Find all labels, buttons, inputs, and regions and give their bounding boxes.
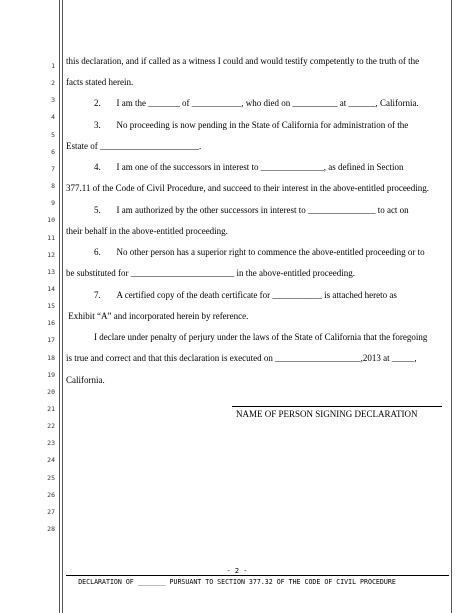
line-number: 1	[51, 62, 55, 70]
line-number: 18	[47, 353, 55, 362]
text-line: Exhibit “A” and incorporated herein by reference.	[66, 311, 249, 321]
paragraph-7: 7. A certified copy of the death certificate for ___________ is attached hereto as	[94, 290, 397, 300]
paragraph-4: 4. I am one of the successors in interest to ______________, as defined in Section	[94, 162, 404, 172]
line-number: 28	[47, 525, 55, 534]
line-number: 12	[47, 250, 55, 259]
signature-line	[232, 406, 442, 407]
text-line: facts stated herein.	[66, 77, 134, 87]
right-margin-rule	[451, 0, 452, 613]
line-number: 8	[51, 182, 55, 191]
line-number: 2	[51, 79, 55, 88]
declaration-statement: I declare under penalty of perjury under the laws of the State of California that the foregoing	[94, 332, 428, 342]
line-number: 9	[51, 199, 55, 208]
line-number: 27	[47, 507, 55, 516]
line-number: 3	[51, 96, 55, 105]
line-number: 5	[51, 130, 55, 139]
text-line: this declaration, and if called as a witness I could and would testify competently to the truth of the	[66, 56, 420, 66]
text-line: 377.11 of the Code of Civil Procedure, and succeed to their interest in the above-entitled proceeding.	[66, 183, 430, 193]
line-number: 21	[47, 405, 55, 413]
text-line: Estate of ______________________.	[66, 141, 202, 151]
text-line: be substituted for _______________________ in the above-entitled proceeding.	[66, 268, 355, 278]
left-margin-rule	[59, 0, 60, 613]
line-number: 13	[47, 267, 55, 276]
line-number: 16	[47, 319, 55, 328]
text-line: California.	[66, 375, 105, 385]
footer-rule	[66, 575, 449, 576]
text-line: their behalf in the above-entitled proceeding.	[66, 226, 228, 236]
line-number: 14	[47, 284, 55, 293]
line-number: 26	[47, 490, 55, 499]
line-number: 19	[47, 370, 55, 379]
paragraph-2: 2. I am the _______ of ___________, who died on __________ at ______, California.	[94, 98, 419, 108]
signature-label: NAME OF PERSON SIGNING DECLARATION	[236, 409, 418, 419]
paragraph-5: 5. I am authorized by the other successors in interest to _______________ to act on	[94, 205, 409, 215]
line-number: 6	[51, 147, 55, 156]
line-number: 10	[47, 216, 55, 225]
line-number: 7	[51, 164, 55, 173]
line-number: 11	[47, 233, 55, 242]
text-line: is true and correct and that this declaration is executed on ___________________,2013 at _____,	[66, 353, 417, 363]
line-number: 24	[47, 456, 55, 465]
line-number: 15	[47, 302, 55, 311]
line-number: 20	[47, 387, 55, 396]
footer-caption: DECLARATION OF _______ PURSUANT TO SECTION 377.32 OF THE CODE OF CIVIL PROCEDURE	[78, 578, 396, 586]
page-number: - 2 -	[226, 567, 248, 575]
line-number: 22	[47, 422, 55, 431]
paragraph-6: 6. No other person has a superior right to commence the above-entitled proceeding or to	[94, 247, 425, 257]
line-number: 23	[47, 439, 55, 448]
paragraph-3: 3. No proceeding is now pending in the State of California for administration of the	[94, 120, 409, 130]
line-number: 17	[47, 336, 55, 345]
left-margin-rule-inner	[62, 0, 63, 613]
line-number: 4	[51, 113, 55, 122]
line-number: 25	[47, 473, 55, 482]
